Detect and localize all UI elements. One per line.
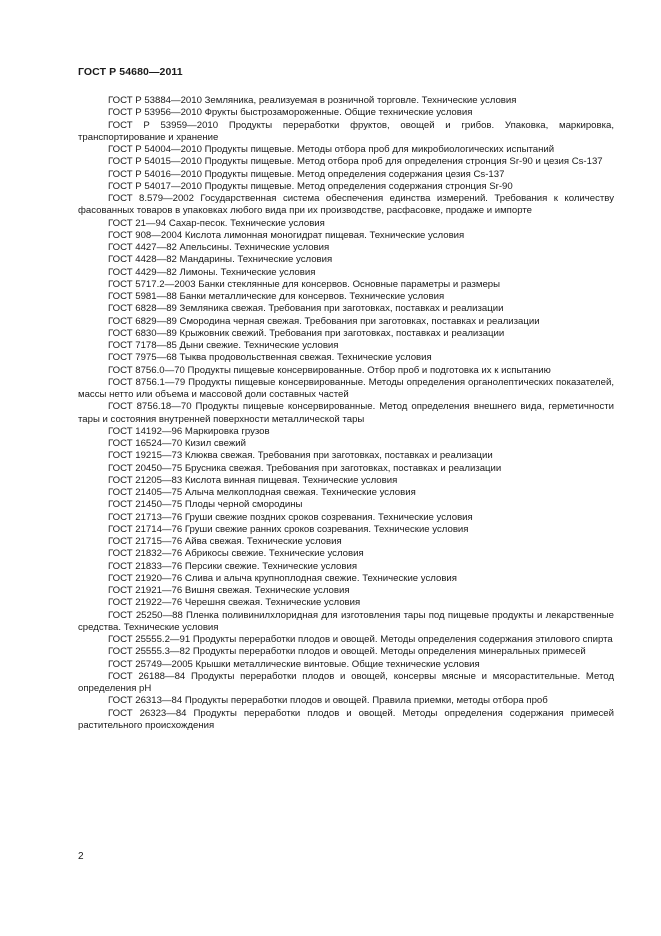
standard-entry: ГОСТ 21205—83 Кислота винная пищевая. Технические условия [108,474,398,486]
standard-entry: ГОСТ 908—2004 Кислота лимонная моногидрат пищевая. Технические условия [108,229,465,241]
standard-entry: ГОСТ Р 54016—2010 Продукты пищевые. Метод определения содержания цезия Cs-137 [108,168,505,180]
standard-entry: ГОСТ 4428—82 Мандарины. Технические условия [108,254,333,266]
standard-entry: ГОСТ 25749—2005 Крышки металлические винтовые. Общие технические условия [108,658,480,670]
standard-entry: ГОСТ 20450—75 Брусника свежая. Требования при заготовках, поставках и реализации [108,462,502,474]
standard-entry: ГОСТ 21832—76 Абрикосы свежие. Технические условия [108,548,364,560]
standard-entry: ГОСТ Р 53956—2010 Фрукты быстрозамороженные. Общие технические условия [108,107,473,119]
standard-entry: ГОСТ 21833—76 Персики свежие. Технические условия [108,560,358,572]
standard-entry: ГОСТ 21450—75 Плоды черной смородины [108,499,303,511]
standard-entry: ГОСТ 8756.1—79 Продукты пищевые консервированные. Методы определения органолептических показателей, массы нетто или объема и массовой доли составных частей [78,376,614,400]
standard-entry: ГОСТ Р 53884—2010 Земляника, реализуемая в розничной торговле. Технические условия [108,95,517,106]
standard-entry: ГОСТ 14192—96 Маркировка грузов [108,425,270,437]
standard-entry: ГОСТ 5717.2—2003 Банки стеклянные для консервов. Основные параметры и размеры [108,278,501,290]
standard-entry: ГОСТ 5981—88 Банки металлические для консервов. Технические условия [108,291,445,302]
standard-entry: ГОСТ 19215—73 Клюква свежая. Требования при заготовках, поставках и реализации [108,450,493,462]
standard-entry: ГОСТ 21921—76 Вишня свежая. Технические условия [108,585,350,596]
standard-entry: ГОСТ 6828—89 Земляника свежая. Требования при заготовках, поставках и реализации [108,303,504,315]
standard-entry: ГОСТ 8756.0—70 Продукты пищевые консервированные. Отбор проб и подготовка их к испытанию [108,364,551,376]
standard-entry: ГОСТ 26323—84 Продукты переработки плодов и овощей. Методы определения содержания примесей растительного происхождения [78,707,614,731]
standard-entry: ГОСТ 21—94 Сахар-песок. Технические условия [108,217,325,229]
standard-entry: ГОСТ 26313—84 Продукты переработки плодов и овощей. Правила приемки, методы отбора проб [108,695,548,707]
standard-entry: ГОСТ 21922—76 Черешня свежая. Технические условия [108,597,361,609]
standard-entry: ГОСТ 25555.3—82 Продукты переработки плодов и овощей. Методы определения минеральных примесей [108,646,586,658]
standard-entry: ГОСТ 6829—89 Смородина черная свежая. Требования при заготовках, поставках и реализации [108,315,540,327]
document-header: ГОСТ Р 54680—2011 [78,66,183,78]
standard-entry: ГОСТ 25555.2—91 Продукты переработки плодов и овощей. Методы определения содержания этилового спирта [108,634,613,645]
standard-entry: ГОСТ 7178—85 Дыни свежие. Технические условия [108,340,339,351]
standards-list [78,95,614,732]
standard-entry: ГОСТ 21715—76 Айва свежая. Технические условия [108,536,342,547]
standard-entry: ГОСТ Р 54017—2010 Продукты пищевые. Метод определения содержания стронция Sr-90 [108,180,513,192]
standard-entry: ГОСТ 21920—76 Слива и алыча крупноплодная свежие. Технические условия [108,572,457,584]
standard-entry: ГОСТ 8.579—2002 Государственная система обеспечения единства измерений. Требования к количеству фасованных товаров в упаковках любого вида при их производстве, расфасовке, продаже и импорте [78,193,614,217]
standard-entry: ГОСТ 6830—89 Крыжовник свежий. Требования при заготовках, поставках и реализации [108,327,505,339]
page-number: 2 [78,851,84,862]
standard-entry: ГОСТ 21714—76 Груши свежие ранних сроков созревания. Технические условия [108,523,469,535]
standard-entry: ГОСТ Р 54015—2010 Продукты пищевые. Метод отбора проб для определения стронция Sr-90 и цезия Cs-137 [108,156,603,168]
standard-entry: ГОСТ Р 54004—2010 Продукты пищевые. Методы отбора проб для микробиологических испытаний [108,144,555,155]
standard-entry: ГОСТ 4427—82 Апельсины. Технические условия [108,242,330,253]
standard-entry: ГОСТ 21405—75 Алыча мелкоплодная свежая. Технические условия [108,487,416,498]
standard-entry: ГОСТ Р 53959—2010 Продукты переработки фруктов, овощей и грибов. Упаковка, маркировка, транспортирование и хранение [78,119,614,143]
standard-entry: ГОСТ 25250—88 Пленка поливинилхлоридная для изготовления тары под пищевые продукты и лекарственные средства. Технические условия [78,609,614,633]
standard-entry: ГОСТ 16524—70 Кизил свежий [108,438,246,449]
standard-entry: ГОСТ 8756.18—70 Продукты пищевые консервированные. Метод определения внешнего вида, герметичности тары и состояния внутренней поверхности металлической тары [78,401,614,425]
standard-entry: ГОСТ 4429—82 Лимоны. Технические условия [108,266,316,278]
standard-entry: ГОСТ 7975—68 Тыква продовольственная свежая. Технические условия [108,352,432,364]
standard-entry: ГОСТ 26188—84 Продукты переработки плодов и овощей, консервы мясные и мясорастительные. Метод определения pH [78,670,614,694]
standard-entry: ГОСТ 21713—76 Груши свежие поздних сроков созревания. Технические условия [108,511,473,523]
